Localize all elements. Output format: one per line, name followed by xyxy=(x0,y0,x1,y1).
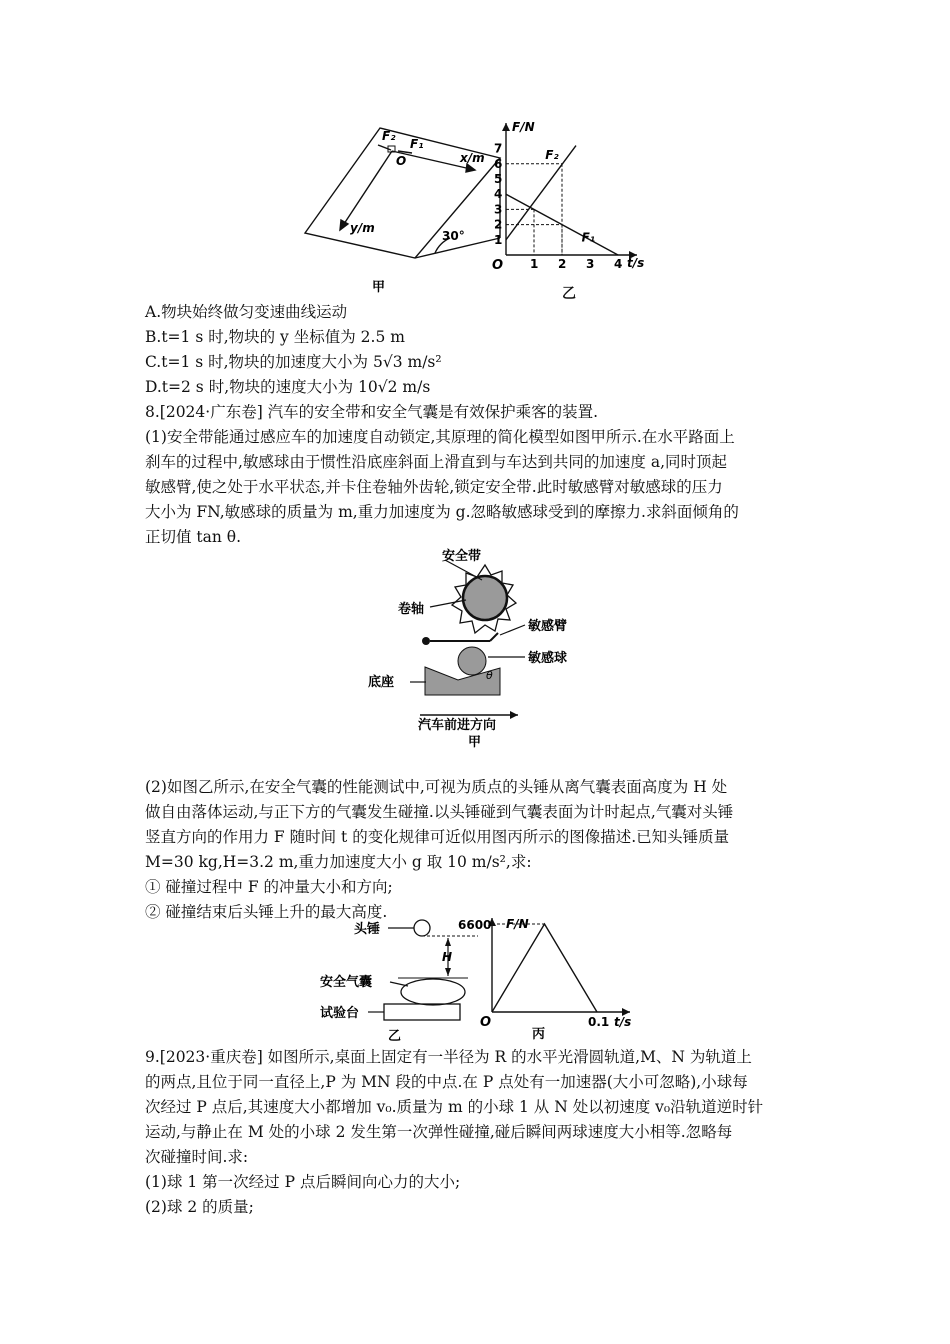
chart-origin: O xyxy=(492,258,504,273)
head-weight xyxy=(414,920,430,936)
airbag-label: 安全气囊 xyxy=(320,975,373,990)
F2-label: F₂ xyxy=(382,129,396,143)
y-tick-label: 5 xyxy=(494,172,503,186)
q9-line: 次碰撞时间.求: xyxy=(145,1148,249,1166)
belt-label: 安全带 xyxy=(442,549,482,564)
caption-bing: 丙 xyxy=(532,1027,546,1042)
caption-jia-2: 甲 xyxy=(468,735,482,750)
ball-label: 敏感球 xyxy=(528,651,568,666)
y-tick-label: 4 xyxy=(494,187,503,202)
q8-p1-line: 敏感臂,使之处于水平状态,并卡住卷轴外齿轮,锁定安全带.此时敏感臂对敏感球的压力 xyxy=(145,478,723,496)
y-tick-label: 6 xyxy=(494,156,503,171)
head-label: 头锤 xyxy=(354,922,381,937)
caption-jia: 甲 xyxy=(372,280,386,295)
y-tick-label: 7 xyxy=(494,141,503,156)
q9-line: 的两点,且位于同一直径上,P 为 MN 段的中点.在 P 点处有一加速器(大小可忽略),小球每 xyxy=(145,1073,748,1091)
series-label: F₂ xyxy=(545,148,559,163)
arm-label: 敏感臂 xyxy=(528,619,568,634)
series-line-2 xyxy=(506,146,576,240)
option-a: A.物块始终做匀变速曲线运动 xyxy=(145,303,348,321)
x-tick-label: 1 xyxy=(530,257,539,271)
force-time-chart xyxy=(482,115,652,300)
x-tick-label: 4 xyxy=(614,257,623,271)
q9-line: 次经过 P 点后,其速度大小都增加 v₀.质量为 m 的小球 1 从 N 处以初速度 v₀沿轨道逆时针 xyxy=(145,1098,764,1116)
force-series-line xyxy=(492,924,597,1012)
option-c: C.t=1 s 时,物块的加速度大小为 5√3 m/s² xyxy=(145,353,442,371)
q8-p2-line: 竖直方向的作用力 F 随时间 t 的变化规律可近似用图丙所示的图像描述.已知头锤质量 xyxy=(145,828,730,846)
base-label: 底座 xyxy=(368,675,395,690)
q8-header: 8.[2024·广东卷] 汽车的安全带和安全气囊是有效保护乘客的装置. xyxy=(145,403,599,421)
caption-yi-text: 乙 xyxy=(562,286,576,302)
chart-y-label: F/N xyxy=(512,120,535,134)
x-axis-label: x/m xyxy=(460,151,485,165)
y-tick-label: 1 xyxy=(494,232,503,247)
y-tick-label: 3 xyxy=(494,202,503,217)
q9-line: 9.[2023·重庆卷] 如图所示,桌面上固定有一半径为 R 的水平光滑圆轨道,M、N 为轨道上 xyxy=(145,1048,752,1066)
option-d: D.t=2 s 时,物块的速度大小为 10√2 m/s xyxy=(145,378,431,396)
F1-label: F₁ xyxy=(410,137,424,151)
y-tick-label: 2 xyxy=(494,217,503,232)
origin-label: O xyxy=(396,154,407,168)
q8-p2-line: ② 碰撞结束后头锤上升的最大高度. xyxy=(145,903,388,921)
direction-label: 汽车前进方向 xyxy=(418,718,497,733)
q8-p1-line: 正切值 tan θ. xyxy=(145,528,242,546)
sensor-ball xyxy=(458,647,486,675)
chart-x-label: t/s xyxy=(627,256,645,270)
q8-p1-line: 刹车的过程中,敏感球由于惯性沿底座斜面上滑直到与车达到共同的加速度 a,同时顶起 xyxy=(145,453,728,471)
impact-force-chart xyxy=(440,912,640,1044)
q8-p2-line: ① 碰撞过程中 F 的冲量大小和方向; xyxy=(145,878,393,896)
x-tick-label: 2 xyxy=(558,257,567,271)
theta-label: θ xyxy=(486,669,493,682)
y-axis-label: y/m xyxy=(350,221,375,235)
q8-p2-line: M=30 kg,H=3.2 m,重力加速度大小 g 取 10 m/s²,求: xyxy=(145,853,532,871)
reel-icon xyxy=(463,576,507,620)
bench-label: 试验台 xyxy=(320,1006,360,1021)
angle-label: 30° xyxy=(442,229,465,243)
incline-plane xyxy=(305,128,503,258)
q9-line: 运动,与静止在 M 处的小球 2 发生第一次弹性碰撞,碰后瞬间两球速度大小相等.忽略每 xyxy=(145,1123,733,1141)
q9-line: (2)球 2 的质量; xyxy=(145,1198,254,1216)
y-tick-label: 6600 xyxy=(458,918,492,932)
q8-p2-line: 做自由落体运动,与正下方的气囊发生碰撞.以头锤碰到气囊表面为计时起点,气囊对头锤 xyxy=(145,803,734,821)
caption-yi-2: 乙 xyxy=(388,1029,402,1044)
chart2-y-label: F/N xyxy=(506,917,529,931)
q8-p1-line: 大小为 FN,敏感球的质量为 m,重力加速度为 g.忽略敏感球受到的摩擦力.求斜面倾角的 xyxy=(145,503,739,521)
reel-label: 卷轴 xyxy=(398,602,425,617)
q9-line: (1)球 1 第一次经过 P 点后瞬间向心力的大小; xyxy=(145,1173,461,1191)
series-label: F₁ xyxy=(581,230,596,245)
x-tick-label: 0.1 xyxy=(588,1015,610,1029)
seatbelt-figure xyxy=(360,545,600,750)
H-label: H xyxy=(442,950,453,964)
chart2-x-label: t/s xyxy=(614,1015,632,1029)
x-tick-label: 3 xyxy=(586,257,595,271)
chart2-origin: O xyxy=(480,1015,492,1030)
q8-p2-line: (2)如图乙所示,在安全气囊的性能测试中,可视为质点的头锤从离气囊表面高度为 H 处 xyxy=(145,778,728,796)
option-b: B.t=1 s 时,物块的 y 坐标值为 2.5 m xyxy=(145,328,405,346)
q8-p1-line: (1)安全带能通过感应车的加速度自动锁定,其原理的简化模型如图甲所示.在水平路面上 xyxy=(145,428,735,446)
